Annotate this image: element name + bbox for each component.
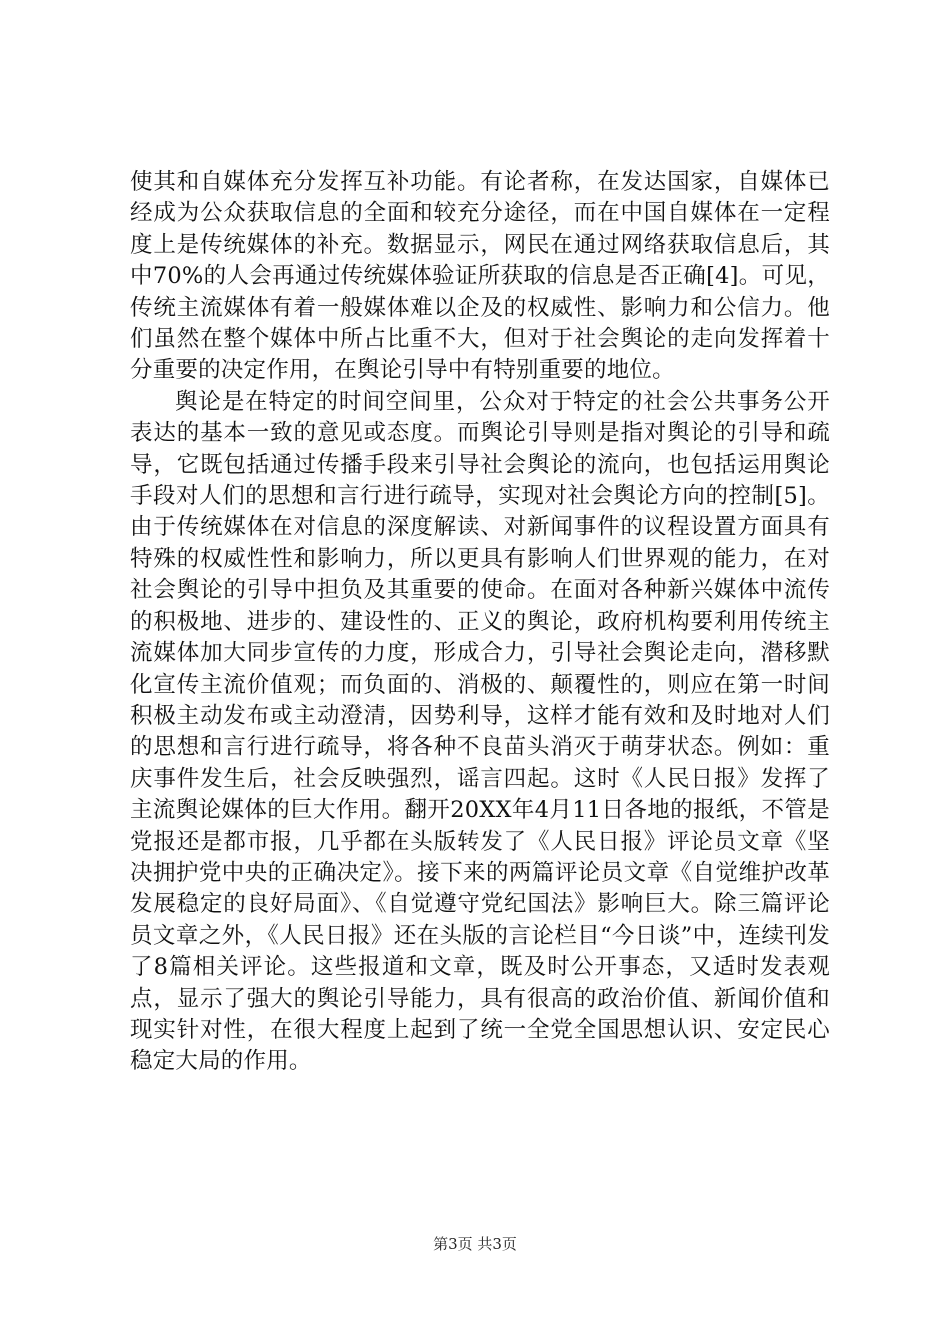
document-body: [130, 167, 830, 1078]
paragraph-1: 使其和自媒体充分发挥互补功能。有论者称，在发达国家，自媒体已经成为公众获取信息的全面和较充分途径，而在中国自媒体在一定程度上是传统媒体的补充。数据显示，网民在通过网络获取信息后，其中70%的人会再通过传统媒体验证所获取的信息是否正确[4]。可见，传统主流媒体有着一般媒体难以企及的权威性、影响力和公信力。他们虽然在整个媒体中所占比重不大，但对于社会舆论的走向发挥着十分重要的决定作用，在舆论引导中有特别重要的地位。: [130, 169, 830, 384]
page-number-footer: 第3页 共3页: [433, 1235, 517, 1253]
paragraph-2: 舆论是在特定的时间空间里，公众对于特定的社会公共事务公开表达的基本一致的意见或态度。而舆论引导则是指对舆论的引导和疏导，它既包括通过传播手段来引导社会舆论的流向，也包括运用舆论手段对人们的思想和言行进行疏导，实现对社会舆论方向的控制[5]。由于传统媒体在对信息的深度解读、对新闻事件的议程设置方面具有特殊的权威性性和影响力，所以更具有影响人们世界观的能力，在对社会舆论的引导中担负及其重要的使命。在面对各种新兴媒体中流传的积极地、进步的、建设性的、正义的舆论，政府机构要利用传统主流媒体加大同步宣传的力度，形成合力，引导社会舆论走向，潜移默化宣传主流价值观；而负面的、消极的、颠覆性的，则应在第一时间积极主动发布或主动澄清，因势利导，这样才能有效和及时地对人们的思想和言行进行疏导，将各种不良苗头消灭于萌芽状态。例如：重庆事件发生后，社会反映强烈，谣言四起。这时《人民日报》发挥了主流舆论媒体的巨大作用。翻开20XX年4月11日各地的报纸，不管是党报还是都市报，几乎都在头版转发了《人民日报》评论员文章《坚决拥护党中央的正确决定》。接下来的两篇评论员文章《自觉维护改革发展稳定的良好局面》、《自觉遵守党纪国法》影响巨大。除三篇评论员文章之外，《人民日报》还在头版的言论栏目“今日谈”中，连续刊发了8篇相关评论。这些报道和文章，既及时公开事态，又适时发表观点，显示了强大的舆论引导能力，具有很高的政治价值、新闻价值和现实针对性，在很大程度上起到了统一全党全国思想认识、安定民心稳定大局的作用。: [130, 388, 830, 1075]
